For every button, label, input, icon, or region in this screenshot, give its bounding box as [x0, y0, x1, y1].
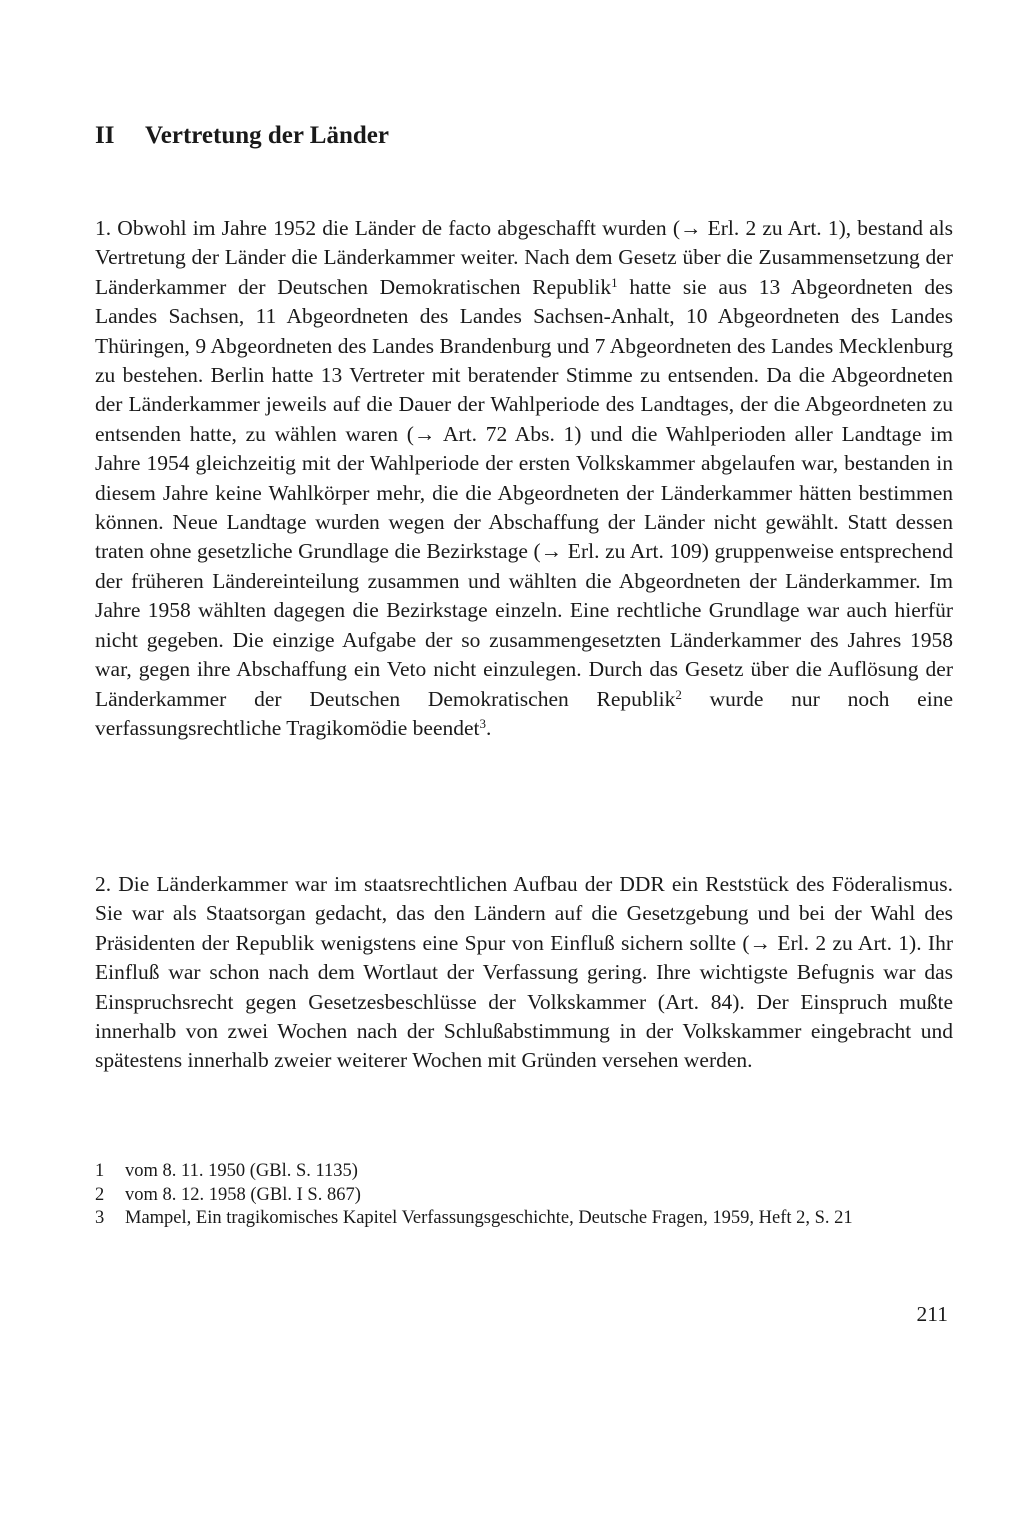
paragraph-1: [95, 214, 953, 743]
paragraph-1-text-d: .: [486, 715, 492, 740]
section-title: Vertretung der Länder: [145, 122, 389, 149]
footnote-number: 2: [95, 1184, 105, 1205]
footnote-2: [95, 1184, 953, 1208]
footnote-text: Mampel, Ein tragikomisches Kapitel Verfassungsgeschichte, Deutsche Fragen, 1959, Heft 2, S. 21: [125, 1208, 853, 1228]
section-number: II: [95, 122, 115, 149]
footnotes: [95, 1160, 953, 1231]
paragraph-1-text-c: wurde nur noch eine verfassungsrechtliche Tragikomödie beendet: [95, 686, 953, 740]
footnote-1: [95, 1160, 953, 1184]
page-number: 211: [916, 1302, 948, 1326]
paragraph-2: 2. Die Länderkammer war im staatsrechtlichen Aufbau der DDR ein Reststück des Föderalismus. Sie war als Staatsorgan gedacht, das den Ländern auf die Gesetzgebung und bei der Wahl des Präsidenten der Republik wenigstens eine Spur von Einfluß sichern sollte (→ Erl. 2 zu Art. 1). Ihr Einfluß war schon nach dem Wortlaut der Verfassung gering. Ihre wichtigste Befugnis war das Einspruchsrecht gegen Gesetzesbeschlüsse der Volkskammer (Art. 84). Der Einspruch mußte innerhalb von zwei Wochen nach der Schlußabstimmung in der Volkskammer eingebracht und spätestens innerhalb zweier weiterer Wochen mit Gründen versehen werden.: [95, 872, 953, 1073]
footnote-ref-2: 2: [675, 686, 682, 702]
footnote-text: vom 8. 12. 1958 (GBl. I S. 867): [125, 1184, 361, 1205]
paragraph-1-text-a: 1. Obwohl im Jahre 1952 die Länder de facto abgeschafft wurden (→ Erl. 2 zu Art. 1), bestand als Vertretung der Länder die Länderkammer weiter. Nach dem Gesetz über die Zusammensetzung der Länderkammer der Deutschen Demokratischen Republik: [95, 216, 953, 299]
footnote-ref-1: 1: [611, 274, 618, 290]
footnote-text: vom 8. 11. 1950 (GBl. S. 1135): [125, 1161, 358, 1181]
footnote-number: 3: [95, 1208, 105, 1228]
document-page: [95, 0, 953, 1516]
footnote-3: [95, 1207, 953, 1231]
section-heading: [95, 122, 389, 150]
footnote-number: 1: [95, 1161, 105, 1181]
footnote-ref-3: 3: [479, 715, 487, 731]
paragraph-1-text-b: hatte sie aus 13 Abgeordneten des Landes Sachsen, 11 Abgeordneten des Landes Sachsen-Anhalt, 10 Abgeordneten des Landes Thüringen, 9 Abgeordneten des Landes Brandenburg und 7 Abgeordneten des Landes Mecklenburg zu bestehen. Berlin hatte 13 Vertreter mit beratender Stimme zu entsenden. Da die Abgeordneten der Länderkammer jeweils auf die Dauer der Wahlperiode des Landtages, der die Abgeordneten zu entsenden hatte, zu wählen waren (→ Art. 72 Abs. 1) und die Wahlperioden aller Landtage im Jahre 1954 gleichzeitig mit der Wahlperiode der ersten Volkskammer abgelaufen war, bestanden in diesem Jahre keine Wahlkörper mehr, die die Abgeordneten der Länderkammer hätten bestimmen können. Neue Landtage wurden wegen der Abschaffung der Länder nicht gewählt. Statt dessen traten ohne gesetzliche Grundlage die Bezirkstage (→ Erl. zu Art. 109) gruppenweise entsprechend der früheren Ländereinteilung zusammen und wählten die Abgeordneten der Länderkammer. Im Jahre 1958 wählten dagegen die Bezirkstage einzeln. Eine rechtliche Grundlage war auch hierfür nicht gegeben. Die einzige Aufgabe der so zusammengesetzten Länderkammer des Jahres 1958 war, gegen ihre Abschaffung ein Veto nicht einzulegen. Durch das Gesetz über die Auflösung der Länderkammer der Deutschen Demokratischen Republik: [95, 274, 953, 711]
